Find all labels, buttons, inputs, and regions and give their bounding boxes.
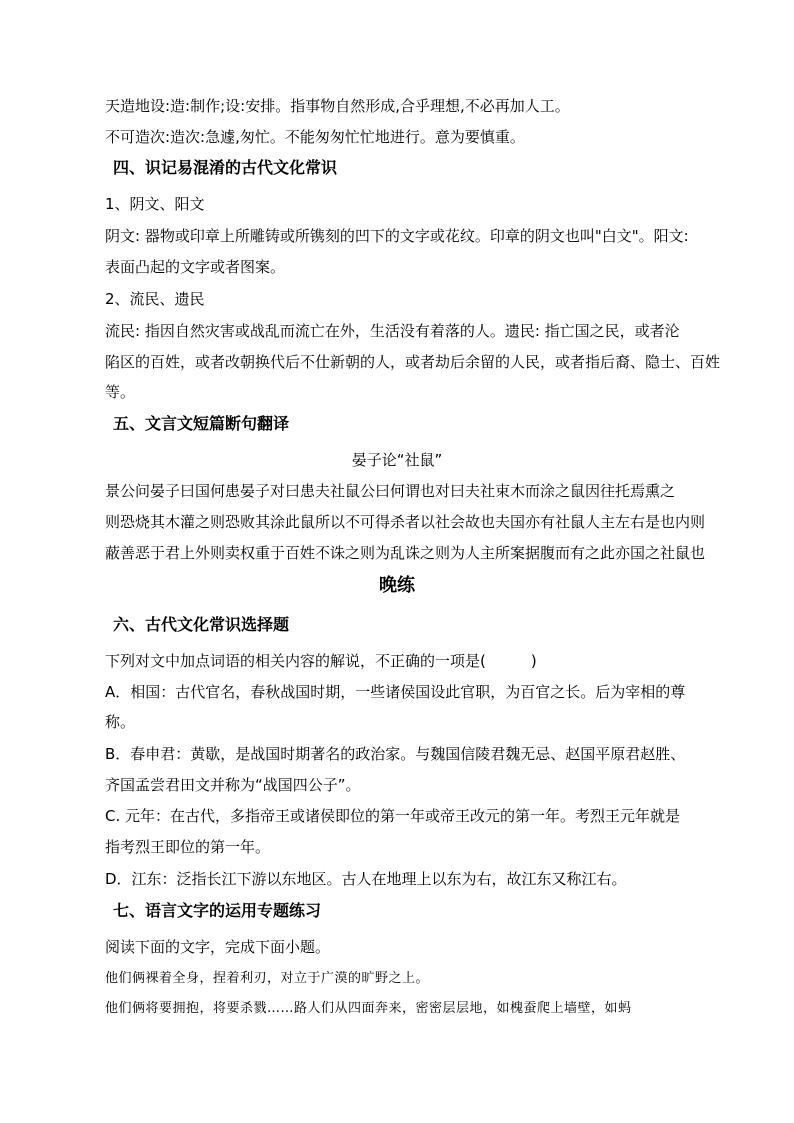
option-c: C. 元年：在古代，多指帝王或诸侯即位的第一年或帝王改元的第一年。考烈王元年就是 [105,807,681,825]
option-a-cont: 称。 [105,713,136,731]
evening-practice-title: 晚练 [379,575,415,596]
section-heading-6: 六、古代文化常识选择题 [113,615,290,634]
idiom-tianzaodishe: 天造地设:造:制作;设:安排。指事物自然形成,合乎理想,不必再加人工。 [105,97,570,115]
subheading-liumin-yimin: 2、流民、遗民 [105,290,205,308]
option-b-cont: 齐国孟尝君田文并称为“战国四公子”。 [105,776,361,794]
reading-instruction: 阅读下面的文字，完成下面小题。 [105,938,331,956]
section-heading-5: 五、文言文短篇断句翻译 [113,414,290,433]
option-a: A．相国：古代官名，春秋战国时期，一些诸侯国设此官职，为百官之长。后为宰相的尊 [105,683,686,701]
option-d: D．江东：泛指长江下游以东地区。古人在地理上以东为右，故江东又称江右。 [105,870,627,888]
paragraph-yinwen: 阴文: 器物或印章上所雕铸或所镌刻的凹下的文字或花纹。印章的阴文也叫"白文"。阳文: [105,227,689,245]
paragraph-liumin-cont2: 等。 [105,383,136,401]
reading-line-2: 他们俩将要拥抱，将要杀戮……路人们从四面奔来，密密层层地，如槐蚕爬上墙壁，如蚂 [105,1001,632,1016]
passage-title: 晏子论“社鼠” [351,451,443,469]
subheading-yinwen-yangwen: 1、阴文、阳文 [105,195,205,213]
paragraph-yinwen-cont: 表面凸起的文字或者图案。 [105,258,286,276]
section-heading-4: 四、识记易混淆的古代文化常识 [113,158,338,177]
passage-line-3: 蔽善恶于君上外则卖权重于百姓不诛之则为乱诛之则为人主所案据腹而有之此亦国之社鼠也 [105,544,706,562]
question-stem: 下列对文中加点词语的相关内容的解说，不正确的一项是( ) [105,652,537,670]
section-heading-7: 七、语言文字的运用专题练习 [113,901,322,920]
option-b: B．春申君：黄歇，是战国时期著名的政治家。与魏国信陵君魏无忌、赵国平原君赵胜、 [105,745,686,763]
idiom-bukezaoci: 不可造次:造次:急遽,匆忙。不能匆匆忙忙地进行。意为要慎重。 [105,128,525,146]
reading-line-1: 他们俩裸着全身，捏着利刃，对立于广漠的旷野之上。 [105,971,430,986]
passage-line-2: 则恐烧其木灌之则恐败其涂此鼠所以不可得杀者以社会故也夫国亦有社鼠人主左右是也内则 [105,513,706,531]
passage-line-1: 景公问晏子曰国何患晏子对曰患夫社鼠公曰何谓也对曰夫社束木而涂之鼠因往托焉熏之 [105,482,676,500]
paragraph-liumin-cont1: 陷区的百姓，或者改朝换代后不仕新朝的人，或者劫后余留的人民，或者指后裔、隐士、百姓 [105,353,721,371]
option-c-cont: 指考烈王即位的第一年。 [105,838,271,856]
paragraph-liumin: 流民: 指因自然灾害或战乱而流亡在外，生活没有着落的人。遗民: 指亡国之民，或者沦 [105,322,680,340]
